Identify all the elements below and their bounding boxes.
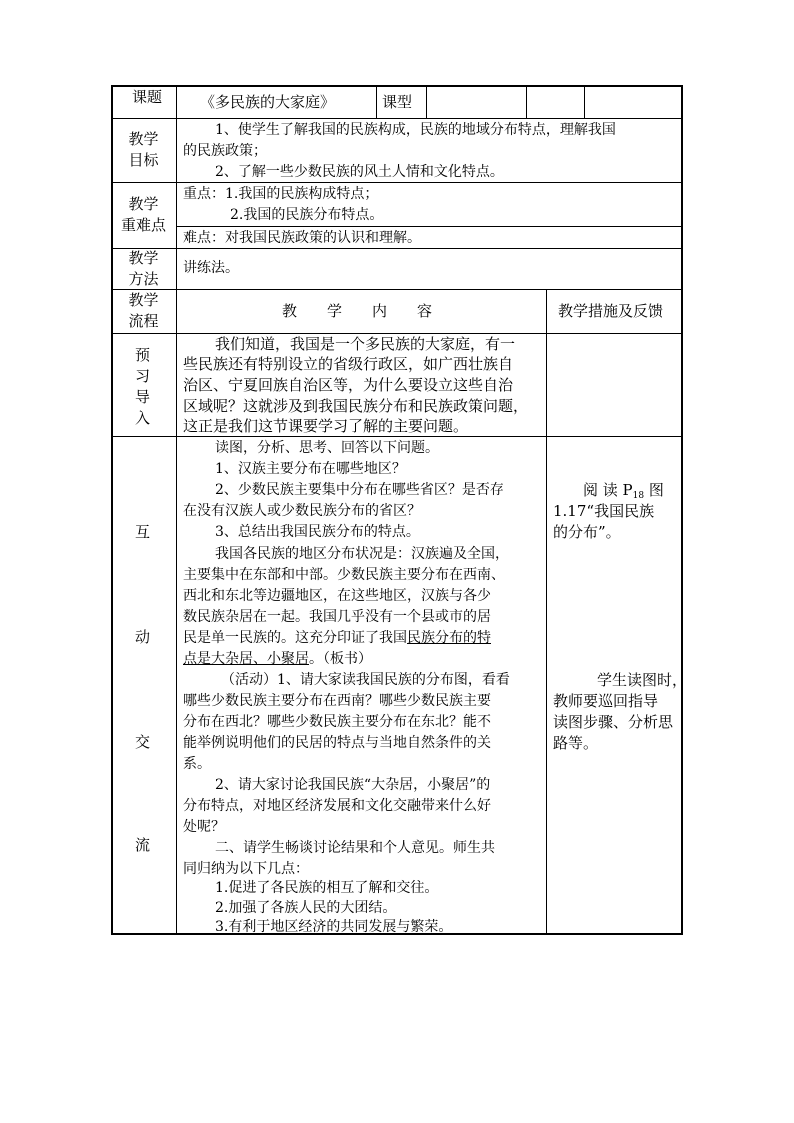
interaction-line: 读图，分析、思考、回答以下问题。 (215, 440, 439, 456)
preview-line: 些民族还有特别设立的省级行政区，如广西壮族自 (183, 355, 514, 373)
underlined-text: 民族分布的特 (407, 630, 491, 646)
row-divider (111, 118, 176, 119)
interaction-line: 1、汉族主要分布在哪些地区？ (215, 461, 406, 477)
interaction-line: 3.有利于地区经济的共同发展与繁荣。 (215, 919, 453, 935)
method-label (111, 248, 176, 290)
interaction-label-char: 交 (135, 733, 151, 751)
interaction-label-char: 流 (135, 836, 151, 854)
interaction-line: 能举例说明他们的民居的特点与当地自然条件的关 (183, 735, 491, 751)
row-divider (111, 436, 683, 437)
lesson-title: 《多民族的大家庭》 (200, 93, 336, 111)
goals-label (111, 129, 176, 171)
interaction-line: 我国各民族的地区分布状况是：汉族遍及全国， (215, 546, 509, 562)
method-text: 讲练法。 (183, 260, 239, 276)
col-divider (546, 289, 547, 935)
interaction-line: 西北和东北等边疆地区，在这些地区，汉族与各少 (183, 588, 491, 604)
preview-line: 我们知道，我国是一个多民族的大家庭，有一 (215, 335, 516, 353)
keypoints-label-line2: 重难点 (120, 216, 166, 234)
interaction-line: 2、请大家讨论我国民族“大杂居，小聚居”的 (215, 777, 491, 793)
feedback-text: 阅 读 P (583, 481, 633, 499)
interaction-line: 数民族杂居在一起。我国几乎没有一个县或市的居 (183, 609, 491, 625)
row-divider (111, 289, 683, 290)
row-divider (176, 118, 683, 119)
keypoints-label-line1: 教学 (128, 195, 159, 213)
goals-label-line2: 目标 (128, 151, 159, 169)
row-divider (111, 248, 683, 249)
interaction-line: 主要集中在东部和中部。少数民族主要分布在西南、 (183, 567, 505, 583)
col-divider (584, 85, 585, 118)
keypoints-label (111, 194, 176, 236)
goal-line: 的民族政策； (183, 143, 267, 159)
interaction-line: 系。 (183, 756, 211, 772)
interaction-line: 在没有汉族人或少数民族分布的省区？ (183, 503, 421, 519)
feedback-line: 的分布”。 (553, 523, 621, 541)
interaction-line: 2.加强了各族人民的大团结。 (215, 900, 397, 916)
feedback-line: 学生读图时， (597, 671, 688, 689)
interaction-line: 3、总结出我国民族分布的特点。 (215, 524, 420, 540)
process-label-line1: 教学 (128, 291, 159, 309)
difficulty-line: 难点：对我国民族政策的认识和理解。 (183, 230, 421, 246)
keypoint-line: 2.我国的民族分布特点。 (230, 207, 384, 223)
interaction-line (183, 628, 491, 648)
content-header: 教 学 内 容 (282, 302, 433, 320)
label-keti: 课题 (132, 88, 163, 106)
interaction-line: （活动）1、请大家读我国民族的分布图，看看 (221, 672, 510, 688)
preview-line: 区域呢？这就涉及到我国民族分布和民族政策问题， (183, 397, 529, 415)
keypoint-line: 重点：1.我国的民族构成特点； (183, 186, 379, 202)
method-label-line1: 教学 (128, 249, 159, 267)
interaction-label-char: 互 (135, 523, 151, 541)
interaction-line: 分布特点，对地区经济发展和文化交融带来什么好 (183, 798, 491, 814)
interaction-line: 同归纳为以下几点： (183, 861, 309, 877)
goal-line: 1、使学生了解我国的民族构成，民族的地域分布特点，理解我国 (215, 122, 616, 138)
interaction-line: 处呢？ (183, 819, 225, 835)
interaction-line: 哪些少数民族主要分布在西南？哪些少数民族主要 (183, 693, 491, 709)
goals-label-line1: 教学 (128, 130, 159, 148)
underlined-text: 点是大杂居、小聚居 (183, 651, 309, 667)
goal-line: 2、了解一些少数民族的风土人情和文化特点。 (215, 164, 504, 180)
preview-label-char: 习 (135, 367, 151, 385)
interaction-line: 1.促进了各民族的相互了解和交往。 (215, 880, 439, 896)
process-label (111, 290, 176, 332)
interaction-text: 。（板书） (309, 651, 372, 667)
col-divider (376, 85, 377, 118)
interaction-line: 二、请学生畅谈讨论结果和个人意见。师生共 (215, 840, 495, 856)
row-divider (176, 226, 683, 227)
label-kexing: 课型 (382, 93, 413, 111)
preview-label-char: 预 (135, 346, 151, 364)
interaction-text: 民是单一民族的。这充分印证了我国 (183, 630, 407, 646)
process-label-line2: 流程 (128, 312, 159, 330)
feedback-line: 路等。 (553, 734, 599, 752)
row-divider (111, 182, 683, 183)
preview-line: 治区、宁夏回族自治区等，为什么要设立这些自治 (183, 376, 514, 394)
preview-line: 这正是我们这节课要学习了解的主要问题。 (183, 417, 469, 435)
col-divider (176, 85, 177, 935)
feedback-line: 读图步骤、分析思 (553, 713, 674, 731)
feedback-subscript: 18 (632, 491, 645, 501)
interaction-label-char: 动 (135, 628, 151, 646)
col-divider (526, 85, 527, 118)
col-divider (426, 85, 427, 118)
feedback-line: 教师要巡回指导 (553, 692, 659, 710)
preview-label-char: 入 (135, 409, 151, 427)
interaction-line (183, 649, 372, 669)
feedback-line (583, 480, 664, 503)
method-label-line2: 方法 (128, 270, 159, 288)
preview-label-char: 导 (135, 388, 151, 406)
feedback-line: 1.17“我国民族 (553, 502, 655, 520)
feedback-text: 图 (644, 481, 664, 499)
interaction-line: 分布在西北？哪些少数民族主要分布在东北？能不 (183, 714, 491, 730)
feedback-header: 教学措施及反馈 (558, 302, 664, 320)
interaction-line: 2、少数民族主要集中分布在哪些省区？是否存 (215, 482, 504, 498)
